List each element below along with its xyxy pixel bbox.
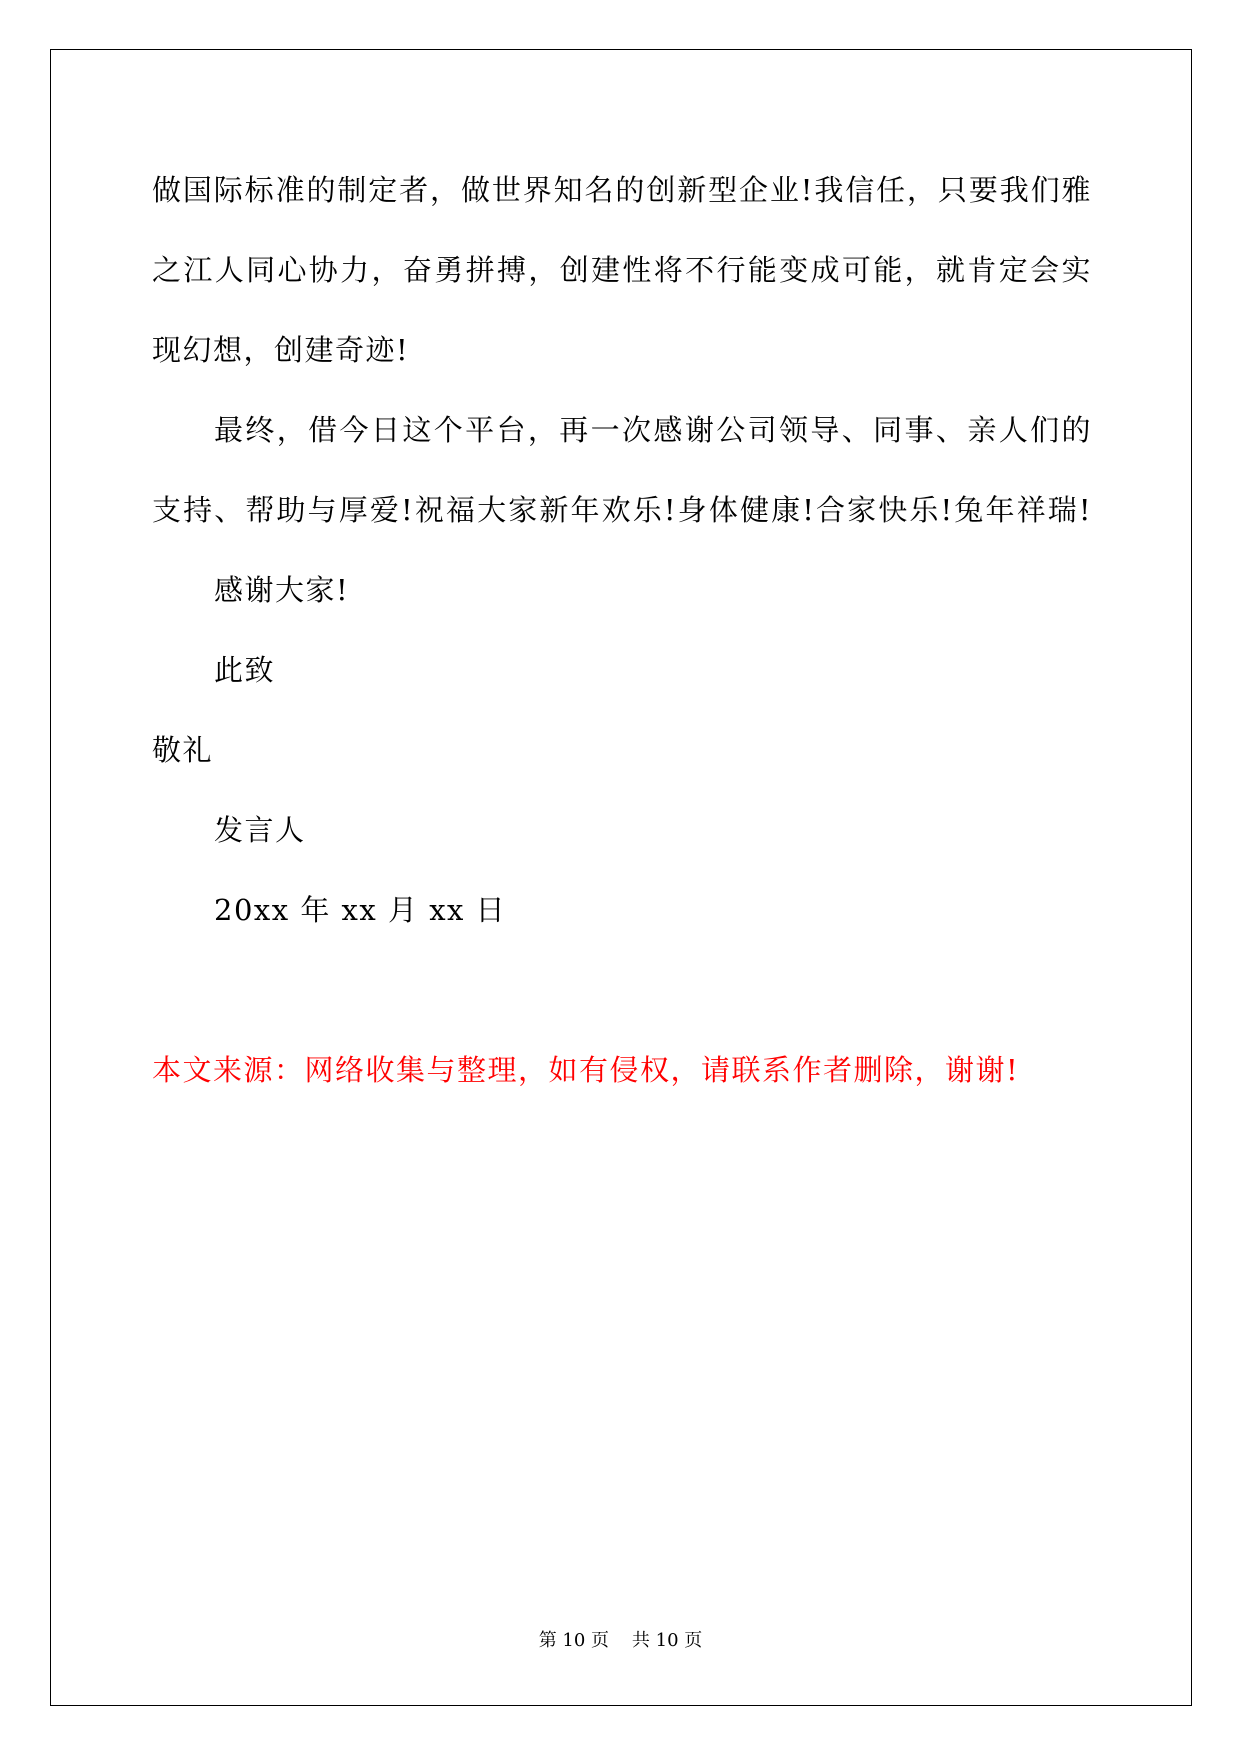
page-number: 第 10 页 共 10 页 <box>538 1630 703 1651</box>
date-text: 20xx 年 xx 月 xx 日 <box>214 893 507 927</box>
closing-text: 此致 <box>214 653 276 687</box>
paragraph-line: 之江人同心协力，奋勇拼搏，创建性将不行能变成可能，就肯定会实 <box>152 253 1092 287</box>
paragraph-line: 现幻想，创建奇迹! <box>152 333 410 367</box>
paragraph-line: 最终，借今日这个平台，再一次感谢公司领导、同事、亲人们的 <box>214 413 1092 447</box>
paragraph-line: 做国际标准的制定者，做世界知名的创新型企业!我信任，只要我们雅 <box>152 173 1092 207</box>
salute-text: 敬礼 <box>152 733 214 767</box>
source-notice: 本文来源：网络收集与整理，如有侵权，请联系作者删除，谢谢! <box>152 1053 1020 1087</box>
signer-text: 发言人 <box>214 813 306 847</box>
page-border <box>50 49 1192 1706</box>
thanks-text: 感谢大家! <box>214 573 350 607</box>
paragraph-line: 支持、帮助与厚爱!祝福大家新年欢乐!身体健康!合家快乐!兔年祥瑞! <box>152 493 1092 527</box>
